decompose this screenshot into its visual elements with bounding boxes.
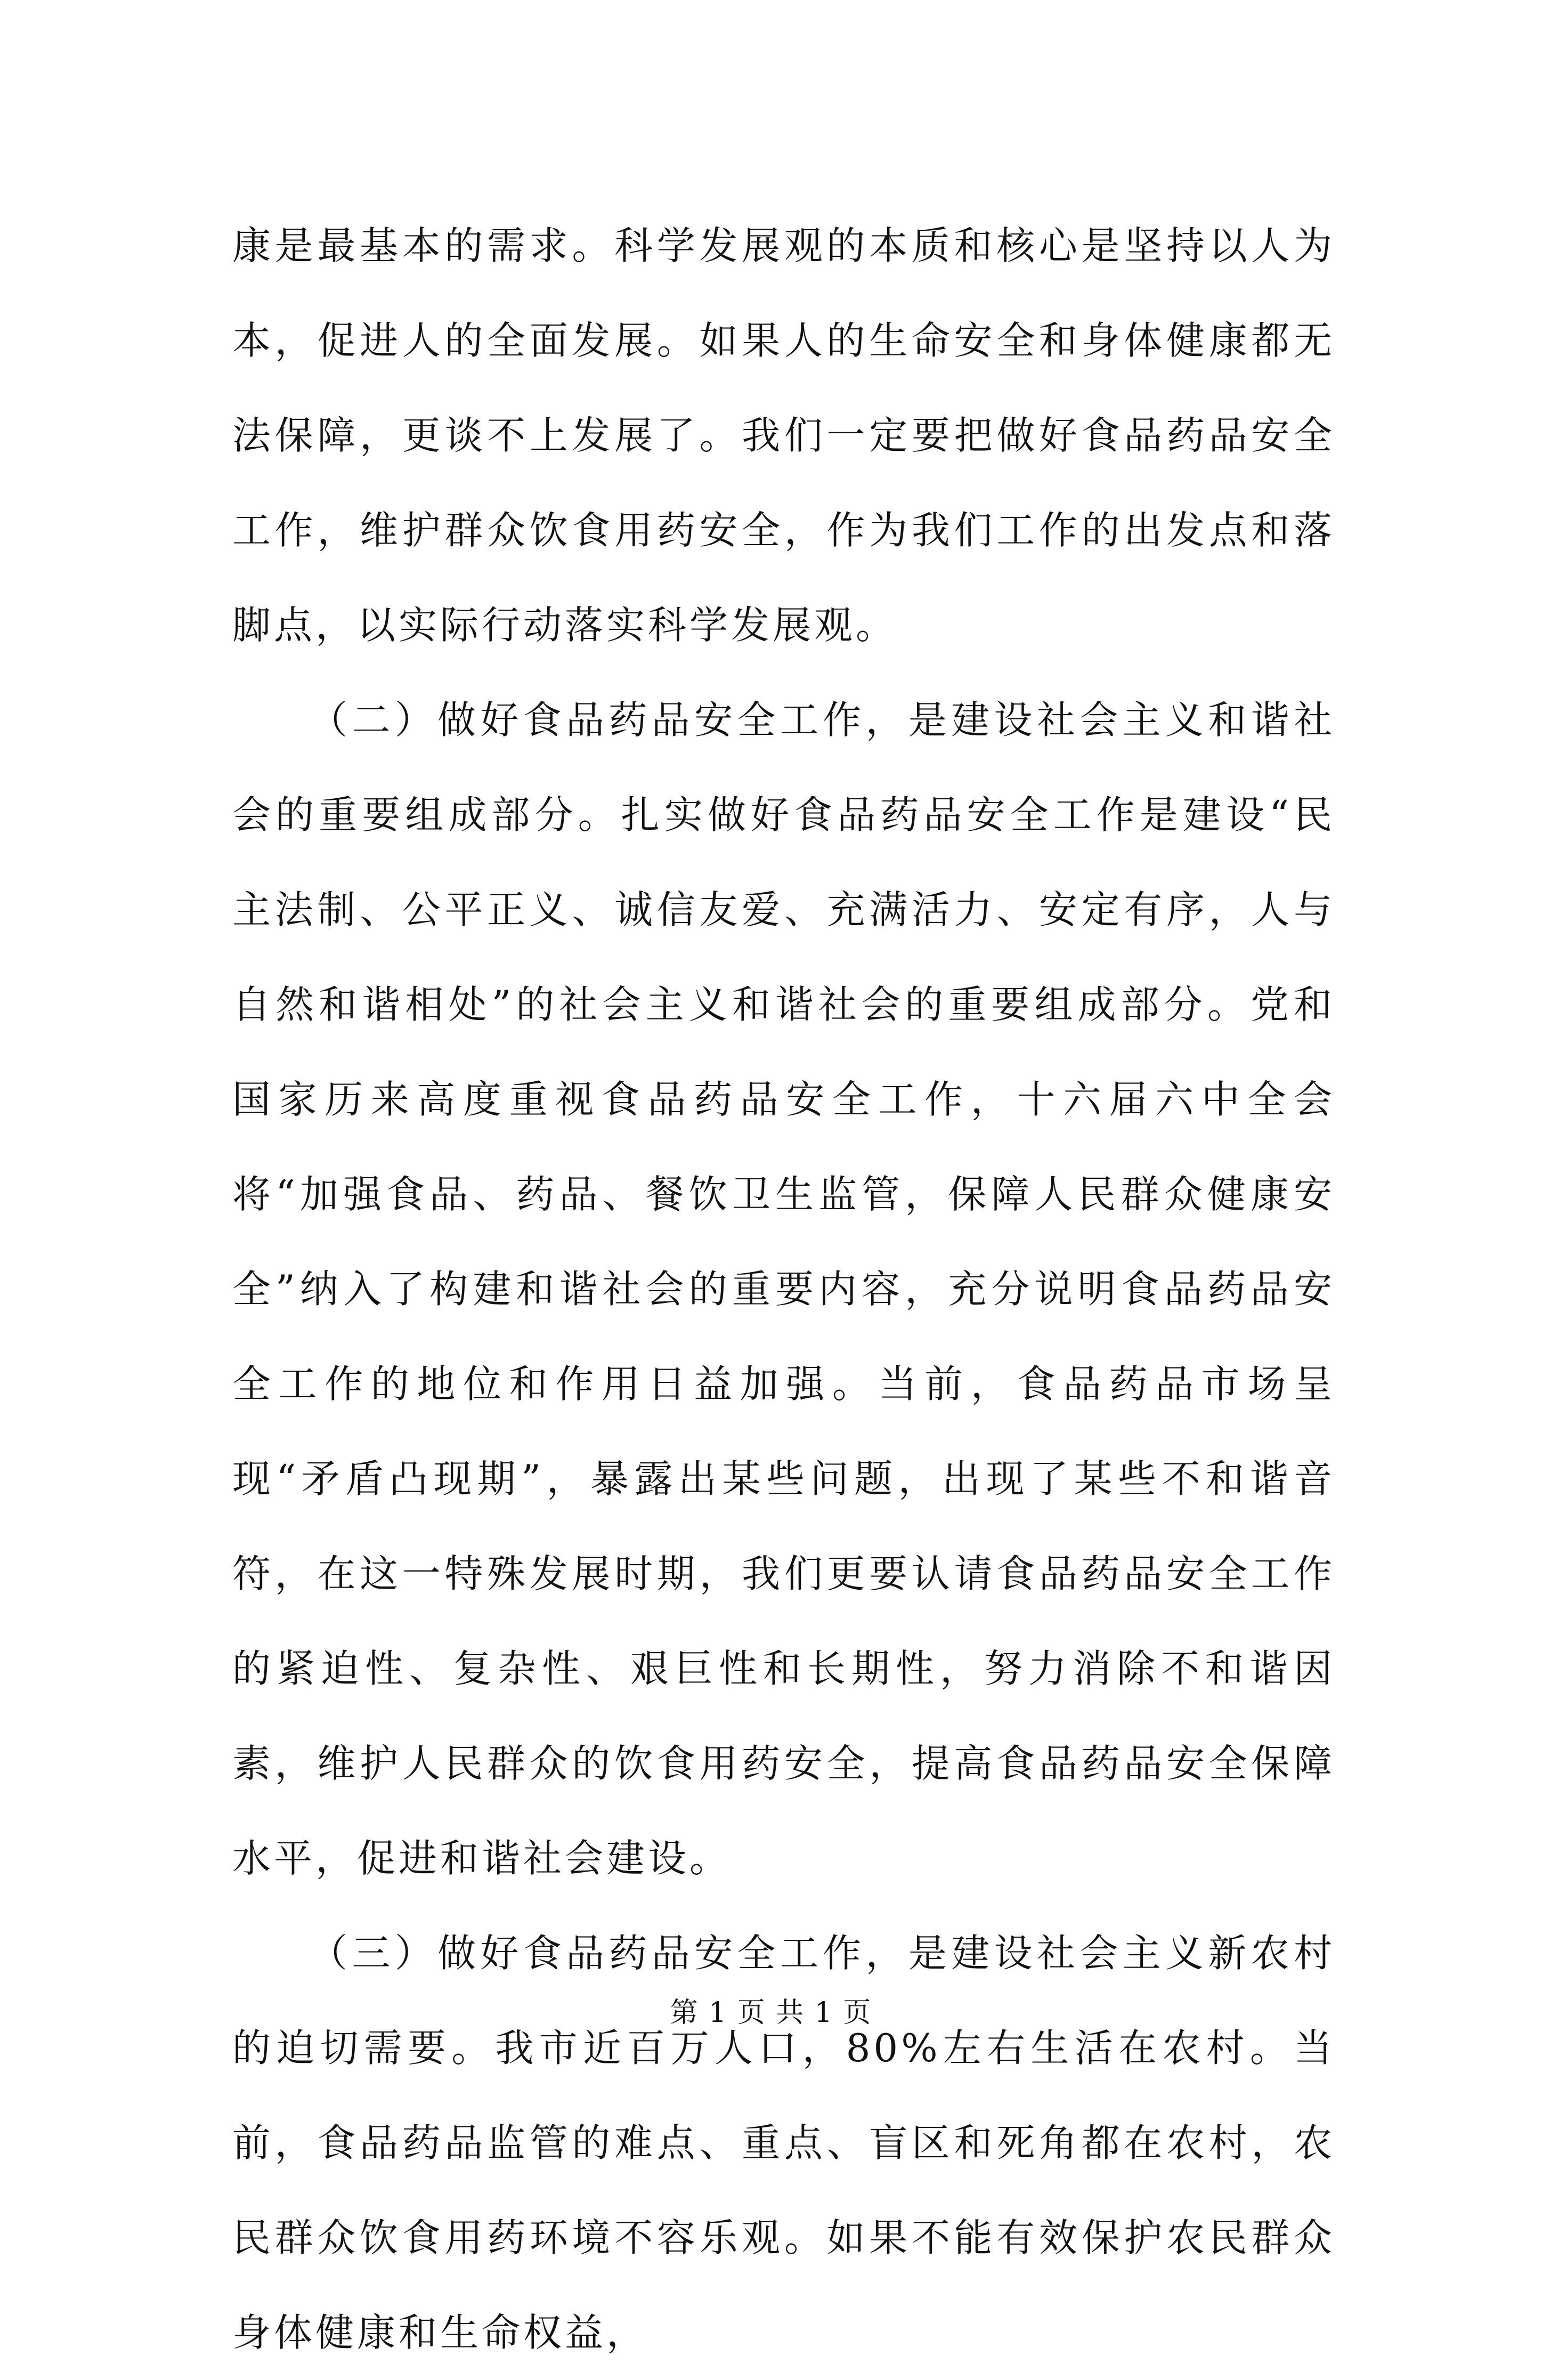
body-text xyxy=(232,198,1335,2380)
paragraph-section-three: （三）做好食品药品安全工作，是建设社会主义新农村的迫切需要。我市近百万人口，80%左右生活在农村。当前，食品药品监管的难点、重点、盲区和死角都在农村，农民群众饮食用药环境不容乐观。如果不能有效保护农民群众身体健康和生命权益， xyxy=(232,1931,1335,2355)
page-footer: 第 1 页 共 1 页 xyxy=(670,1997,872,2029)
paragraph-section-two: （二）做好食品药品安全工作，是建设社会主义和谐社会的重要组成部分。扎实做好食品药品安全工作是建设“民主法制、公平正义、诚信友爱、充满活力、安定有序，人与自然和谐相处”的社会主义和谐社会的重要组成部分。党和国家历来高度重视食品药品安全工作，十六届六中全会将“加强食品、药品、餐饮卫生监管，保障人民群众健康安全”纳入了构建和谐社会的重要内容，充分说明食品药品安全工作的地位和作用日益加强。当前，食品药品市场呈现“矛盾凸现期”，暴露出某些问题，出现了某些不和谐音符，在这一特殊发展时期，我们更要认请食品药品安全工作的紧迫性、复杂性、艰巨性和长期性，努力消除不和谐因素，维护人民群众的饮食用药安全，提高食品药品安全保障水平，促进和谐社会建设。 xyxy=(232,698,1335,1881)
paragraph-continued: 康是最基本的需求。科学发展观的本质和核心是坚持以人为本，促进人的全面发展。如果人的生命安全和身体健康都无法保障，更谈不上发展了。我们一定要把做好食品药品安全工作，维护群众饮食用药安全，作为我们工作的出发点和落脚点，以实际行动落实科学发展观。 xyxy=(232,223,1335,647)
